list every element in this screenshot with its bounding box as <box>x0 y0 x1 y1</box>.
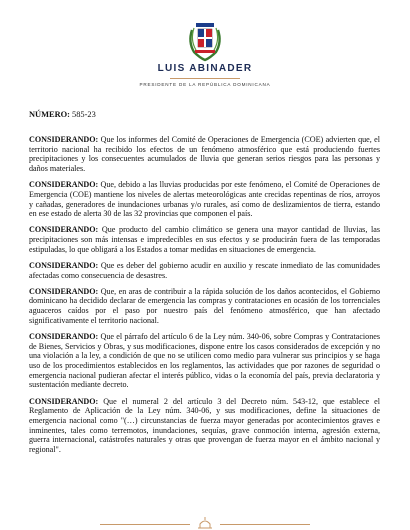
consideration-paragraph <box>29 225 380 254</box>
consideration-paragraph <box>29 261 380 280</box>
decree-number-label: NÚMERO: <box>29 110 70 119</box>
consideration-text: Que producto del cambio climático se genera una mayor cantidad de lluvias, las precipitaciones son más intensas e impredecibles en sus efectos y se producirán fuera de las temporadas estipuladas, lo que obligará a los Estados a tomar medidas en situaciones de emergencia. <box>29 225 380 254</box>
consideration-paragraph <box>29 287 380 326</box>
president-title: PRESIDENTE DE LA REPÚBLICA DOMINICANA <box>139 82 271 87</box>
palace-dome-icon <box>197 517 213 529</box>
header-divider <box>170 78 240 79</box>
consideration-label: CONSIDERANDO: <box>29 331 99 341</box>
consideration-paragraph <box>29 332 380 390</box>
consideration-label: CONSIDERANDO: <box>29 135 99 144</box>
page-footer <box>0 517 410 530</box>
consideration-label: CONSIDERANDO: <box>29 260 99 270</box>
consideration-text: Que el numeral 2 del artículo 3 del Decreto núm. 543-12, que establece el Reglamento de Aplicación de la Ley núm. 340-06, y sus modificaciones, define la situaciones de emergencia nacional como "(…) circunstancias de fuerza mayor generadas por acontecimientos graves e inminentes, tales como terremotos, inundaciones, sequías, grave conmoción interna, agresión externa, guerra internacional, catástrofes naturales y otras que provengan de fuerza mayor en el ámbito nacional y regional". <box>29 396 380 455</box>
consideration-text: Que es deber del gobierno acudir en auxilio y rescate inmediato de las comunidades afectadas como consecuencia de desastres. <box>29 260 380 280</box>
consideration-paragraph <box>29 135 380 174</box>
considerations-body <box>29 135 380 461</box>
consideration-text: Que el párrafo del artículo 6 de la Ley núm. 340-06, sobre Compras y Contrataciones de Bienes, Servicios y Obras, y sus modificaciones, dispone entre los casos considerados de excepción y no una violación a la ley, a condición de que no se utilicen como medio para vulnerar sus principios y se haga uso de los procedimientos establecidos en los reglamentos, las actividades que por razones de seguridad o emergencia nacional pudieran afectar el interés público, vidas o la economía del país, previa declaratoria y sustentación mediante decreto. <box>29 331 381 390</box>
decree-number-value: 585-23 <box>72 110 96 119</box>
consideration-paragraph <box>29 180 380 219</box>
consideration-label: CONSIDERANDO: <box>29 286 99 296</box>
consideration-text: Que los informes del Comité de Operaciones de Emergencia (COE) advierten que, el territorio nacional ha recibido los efectos de un fenómeno atmosférico que está produciendo fuertes precipitaciones y los consecuentes acumulados de lluvia que generan serios riesgos para las personas y daños materiales. <box>29 135 380 174</box>
consideration-text: Que, debido a las lluvias producidas por este fenómeno, el Comité de Operaciones de Emergencia (COE) mantiene los niveles de alertas meteorológicas ante crecidas repentinas de ríos, arroyos y cañadas, generadores de inundaciones urbanas y/o rurales, así como de deslizamientos de tierra, estando en ese estado de alerta 30 de las 32 provincias que componen el país. <box>29 180 380 219</box>
footer-rule-left <box>100 524 190 525</box>
footer-rule-right <box>220 524 310 525</box>
consideration-text: Que, en aras de contribuir a la rápida solución de los daños acontecidos, el Gobierno dominicano ha decidido declarar de emergencia las compras y contrataciones en ocasión de los torrenciales aguaceros caídos por el paso por nuestro país del fenómeno atmosférico, que han afectado significativamente el territorio nacional. <box>29 286 380 325</box>
consideration-label: CONSIDERANDO: <box>29 225 99 235</box>
consideration-paragraph <box>29 397 380 455</box>
coat-of-arms-icon <box>186 20 224 62</box>
president-name: LUIS ABINADER <box>157 63 253 74</box>
decree-number <box>29 110 96 119</box>
consideration-label: CONSIDERANDO: <box>29 396 99 406</box>
consideration-label: CONSIDERANDO: <box>29 180 99 190</box>
